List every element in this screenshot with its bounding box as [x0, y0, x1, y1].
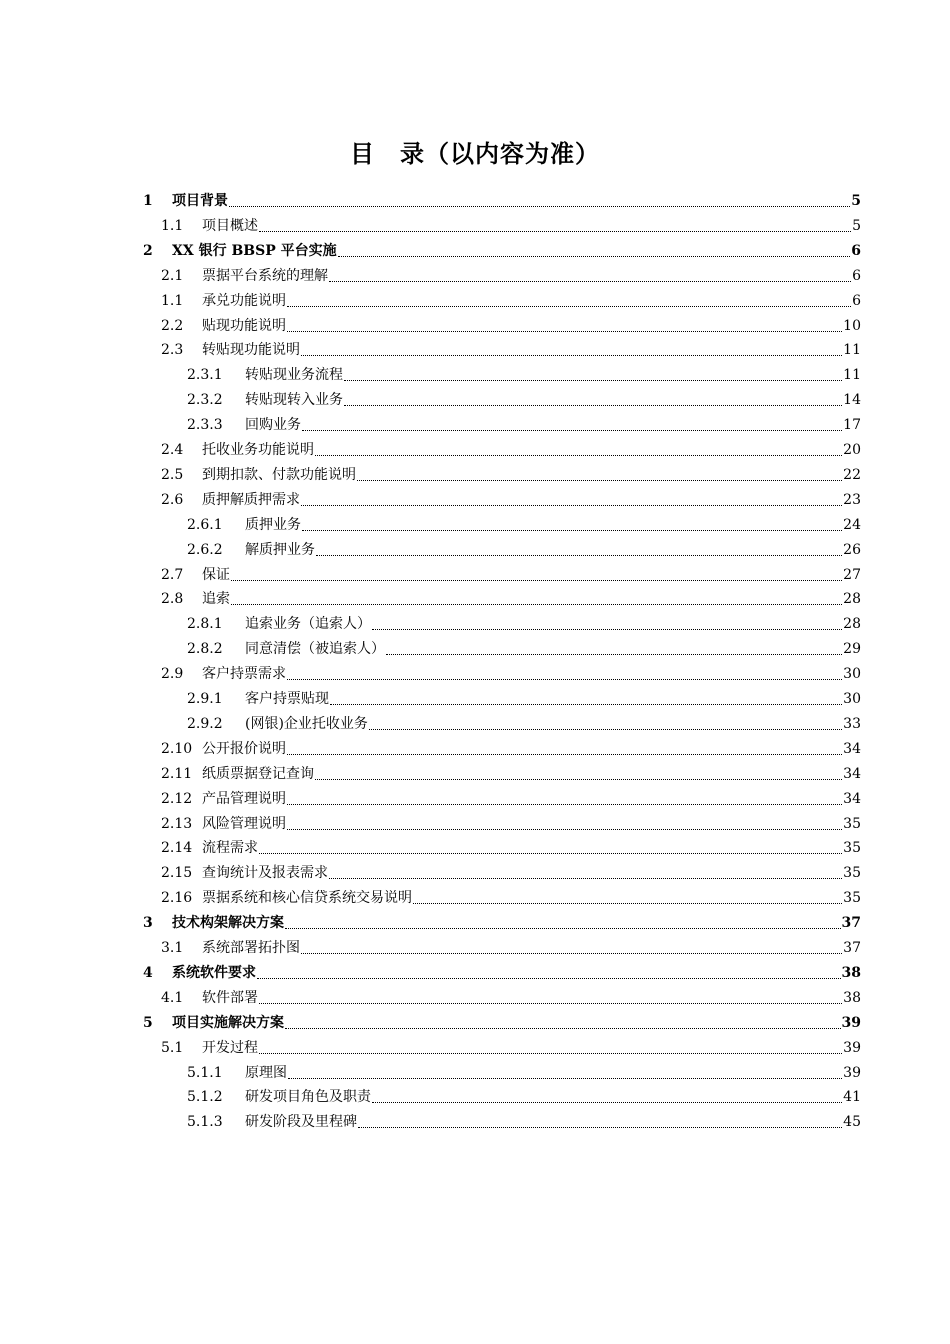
toc-leader-dots [344, 404, 842, 406]
toc-entry-title: 质押业务 [245, 516, 301, 533]
toc-entry-page: 24 [843, 516, 861, 533]
toc-leader-dots [372, 628, 842, 630]
toc-entry-number: 2.10 [161, 740, 193, 757]
toc-entry-page: 17 [843, 417, 861, 434]
toc-entry-page: 11 [843, 367, 861, 384]
toc-entry[interactable] [161, 438, 861, 462]
toc-entry-page: 5 [852, 217, 861, 234]
toc-entry-number: 2.12 [161, 790, 193, 807]
toc-entry-page: 39 [843, 1039, 861, 1056]
toc-entry-number: 5 [143, 1014, 153, 1031]
toc-entry-page: 34 [843, 740, 861, 757]
toc-entry-page: 39 [841, 1014, 861, 1031]
toc-entry-number: 2 [143, 242, 153, 259]
toc-entry-title: 流程需求 [202, 840, 258, 857]
toc-leader-dots [301, 504, 842, 506]
toc-entry[interactable] [187, 513, 861, 537]
toc-entry-title: 系统软件要求 [172, 964, 256, 981]
toc-entry-title: 托收业务功能说明 [202, 442, 314, 458]
toc-entry-title: 项目背景 [172, 193, 228, 209]
toc-entry-page: 27 [843, 566, 861, 583]
toc-entry[interactable] [187, 363, 861, 387]
toc-entry-number: 3 [143, 915, 153, 932]
toc-leader-dots [285, 1027, 841, 1029]
toc-leader-dots [257, 977, 841, 979]
toc-leader-dots [344, 379, 842, 381]
toc-entry-number: 1 [143, 193, 153, 209]
toc-entry-number: 2.8.1 [187, 616, 223, 633]
toc-entry-title: 研发阶段及里程碑 [245, 1114, 357, 1131]
toc-entry[interactable] [187, 413, 861, 437]
toc-leader-dots [259, 1052, 842, 1054]
toc-leader-dots [302, 529, 842, 531]
toc-entry-page: 11 [843, 342, 861, 359]
toc-entry-title: 系统部署拓扑图 [202, 940, 300, 956]
toc-entry-title: XX 银行 BBSP 平台实施 [172, 242, 337, 259]
toc-entry-title: 产品管理说明 [202, 790, 286, 807]
toc-entry[interactable] [161, 812, 861, 836]
toc-entry-number: 2.7 [161, 566, 184, 583]
toc-entry-number: 1.1 [161, 217, 184, 234]
toc-entry-number: 2.8 [161, 591, 184, 608]
toc-entry-page: 33 [843, 715, 861, 732]
toc-leader-dots [358, 1126, 842, 1128]
toc-entry-number: 2.9.2 [187, 715, 223, 732]
toc-entry-number: 5.1 [161, 1039, 184, 1056]
toc-leader-dots [259, 1002, 842, 1004]
toc-entry[interactable] [161, 214, 861, 238]
toc-entry-title: 风险管理说明 [202, 815, 286, 832]
toc-entry-number: 5.1.3 [187, 1114, 223, 1131]
toc-entry-title: 客户持票需求 [202, 666, 286, 683]
toc-entry[interactable] [187, 687, 861, 711]
toc-leader-dots [301, 354, 842, 356]
toc-entry-title: (网银)企业托收业务 [245, 715, 368, 732]
toc-entry-page: 22 [843, 466, 861, 483]
toc-leader-dots [229, 205, 850, 207]
toc-entry-number: 2.14 [161, 840, 193, 857]
toc-entry-number: 5.1.2 [187, 1089, 223, 1106]
toc-entry[interactable] [187, 612, 861, 636]
toc-entry-page: 6 [852, 292, 861, 309]
toc-entry[interactable] [143, 239, 861, 263]
toc-entry-page: 20 [843, 442, 861, 458]
toc-entry-title: 纸质票据登记查询 [202, 765, 314, 782]
toc-entry-number: 2.3 [161, 342, 184, 359]
toc-entry-title: 同意清偿（被追索人） [245, 641, 385, 658]
toc-entry-number: 2.6.2 [187, 541, 223, 558]
toc-leader-dots [315, 454, 842, 456]
toc-entry[interactable] [161, 587, 861, 611]
toc-leader-dots [287, 330, 842, 332]
toc-leader-dots [259, 230, 851, 232]
toc-entry[interactable] [187, 538, 861, 562]
toc-title: 目 录（以内容为准） [350, 140, 600, 168]
toc-entry[interactable] [161, 289, 861, 313]
toc-entry[interactable] [187, 1110, 861, 1134]
toc-entry[interactable] [161, 787, 861, 811]
toc-leader-dots [287, 305, 851, 307]
toc-entry[interactable] [187, 1061, 861, 1085]
toc-entry-page: 29 [843, 641, 861, 658]
toc-entry-page: 6 [851, 242, 861, 259]
toc-entry[interactable] [161, 986, 861, 1010]
toc-entry-number: 2.16 [161, 890, 193, 907]
toc-entry-page: 35 [843, 815, 861, 832]
toc-entry-title: 项目概述 [202, 217, 258, 234]
toc-leader-dots [301, 952, 842, 954]
toc-entry-page: 35 [843, 840, 861, 857]
toc-entry-page: 35 [843, 865, 861, 882]
toc-leader-dots [369, 728, 842, 730]
toc-entry-title: 客户持票贴现 [245, 691, 329, 707]
toc-entry[interactable] [161, 861, 861, 885]
toc-leader-dots [287, 803, 842, 805]
toc-entry[interactable] [143, 189, 861, 213]
toc-leader-dots [372, 1101, 842, 1103]
toc-entry-page: 26 [843, 541, 861, 558]
toc-entry-page: 38 [843, 989, 861, 1006]
toc-entry-title: 项目实施解决方案 [172, 1014, 284, 1031]
toc-entry[interactable] [143, 961, 861, 985]
toc-entry-page: 37 [841, 915, 861, 932]
toc-entry-title: 开发过程 [202, 1039, 258, 1056]
toc-entry-title: 回购业务 [245, 417, 301, 434]
toc-entry-page: 34 [843, 765, 861, 782]
toc-entry-number: 2.3.3 [187, 417, 223, 434]
toc-leader-dots [287, 678, 842, 680]
toc-entry-number: 1.1 [161, 292, 184, 309]
toc-entry-title: 技术构架解决方案 [172, 915, 284, 932]
toc-entry[interactable] [161, 563, 861, 587]
toc-entry-title: 转贴现业务流程 [245, 367, 343, 384]
toc-entry[interactable] [161, 762, 861, 786]
toc-entry[interactable] [161, 488, 861, 512]
toc-leader-dots [231, 579, 842, 581]
toc-entry-number: 2.1 [161, 267, 184, 284]
toc-entry-number: 4 [143, 964, 153, 981]
toc-entry[interactable] [161, 264, 861, 288]
toc-entry-page: 35 [843, 890, 861, 907]
toc-entry-title: 软件部署 [202, 989, 258, 1006]
toc-entry-title: 承兑功能说明 [202, 292, 286, 309]
toc-entry-page: 28 [843, 591, 861, 608]
toc-entry-number: 2.3.1 [187, 367, 223, 384]
toc-leader-dots [287, 828, 842, 830]
toc-entry-number: 2.3.2 [187, 392, 223, 409]
toc-entry[interactable] [161, 314, 861, 338]
toc-leader-dots [413, 902, 842, 904]
toc-leader-dots [329, 280, 851, 282]
toc-entry-page: 38 [841, 964, 861, 981]
toc-leader-dots [316, 554, 842, 556]
toc-leader-dots [330, 703, 842, 705]
toc-entry-page: 39 [843, 1064, 861, 1081]
toc-leader-dots [287, 753, 842, 755]
toc-entry[interactable] [161, 936, 861, 960]
toc-entry-page: 41 [843, 1089, 861, 1106]
toc-leader-dots [315, 778, 842, 780]
toc-entry[interactable] [161, 836, 861, 860]
toc-entry-number: 2.11 [161, 765, 193, 782]
toc-entry-title: 票据系统和核心信贷系统交易说明 [202, 890, 412, 907]
toc-entry-page: 23 [843, 491, 861, 508]
toc-entry-page: 34 [843, 790, 861, 807]
toc-entry-title: 解质押业务 [245, 541, 315, 558]
toc-leader-dots [386, 653, 842, 655]
toc-entry-page: 30 [843, 666, 861, 683]
toc-entry-title: 公开报价说明 [202, 740, 286, 757]
toc-entry[interactable] [161, 1036, 861, 1060]
toc-entry[interactable] [161, 737, 861, 761]
toc-leader-dots [231, 603, 842, 605]
toc-entry[interactable] [161, 338, 861, 362]
toc-entry-number: 2.5 [161, 466, 184, 483]
toc-leader-dots [285, 927, 841, 929]
toc-entry-title: 研发项目角色及职责 [245, 1089, 371, 1106]
toc-entry-number: 2.9 [161, 666, 184, 683]
toc-entry-number: 2.2 [161, 317, 184, 334]
toc-entry-title: 贴现功能说明 [202, 317, 286, 334]
toc-entry[interactable] [143, 1011, 861, 1035]
toc-entry-number: 3.1 [161, 940, 184, 956]
toc-entry-title: 追索 [202, 591, 230, 608]
toc-entry-page: 10 [843, 317, 861, 334]
toc-entry-title: 转贴现转入业务 [245, 392, 343, 409]
toc-entry[interactable] [161, 662, 861, 686]
toc-entry[interactable] [143, 911, 861, 935]
toc-entry-number: 2.6 [161, 491, 184, 508]
toc-entry-title: 原理图 [245, 1064, 287, 1081]
toc-entry-title: 保证 [202, 566, 230, 583]
toc-entry-title: 到期扣款、付款功能说明 [202, 466, 356, 483]
toc-entry-page: 30 [843, 691, 861, 707]
toc-entry[interactable] [187, 1085, 861, 1109]
toc-entry-number: 2.15 [161, 865, 193, 882]
toc-entry-page: 14 [843, 392, 861, 409]
toc-entry-page: 37 [843, 940, 861, 956]
toc-entry-number: 2.4 [161, 442, 184, 458]
toc-entry-number: 5.1.1 [187, 1064, 223, 1081]
toc-entry-number: 2.13 [161, 815, 193, 832]
toc-entry-title: 票据平台系统的理解 [202, 267, 328, 284]
toc-leader-dots [357, 479, 842, 481]
toc-entry-page: 28 [843, 616, 861, 633]
toc-entry[interactable] [161, 886, 861, 910]
toc-entry[interactable] [161, 463, 861, 487]
toc-entry[interactable] [187, 712, 861, 736]
toc-leader-dots [338, 255, 851, 257]
toc-entry-number: 4.1 [161, 989, 184, 1006]
toc-entry-page: 5 [851, 193, 861, 209]
toc-entry-title: 转贴现功能说明 [202, 342, 300, 359]
toc-entry-page: 6 [852, 267, 861, 284]
toc-leader-dots [302, 429, 842, 431]
toc-entry-title: 查询统计及报表需求 [202, 865, 328, 882]
toc-entry-title: 质押解质押需求 [202, 491, 300, 508]
toc-leader-dots [329, 877, 842, 879]
toc-leader-dots [259, 852, 842, 854]
toc-entry[interactable] [187, 388, 861, 412]
toc-entry-number: 2.6.1 [187, 516, 223, 533]
toc-entry-number: 2.9.1 [187, 691, 223, 707]
toc-entry-page: 45 [843, 1114, 861, 1131]
toc-entry-title: 追索业务（追索人） [245, 616, 371, 633]
toc-entry-number: 2.8.2 [187, 641, 223, 658]
toc-entry[interactable] [187, 637, 861, 661]
toc-leader-dots [288, 1077, 842, 1079]
